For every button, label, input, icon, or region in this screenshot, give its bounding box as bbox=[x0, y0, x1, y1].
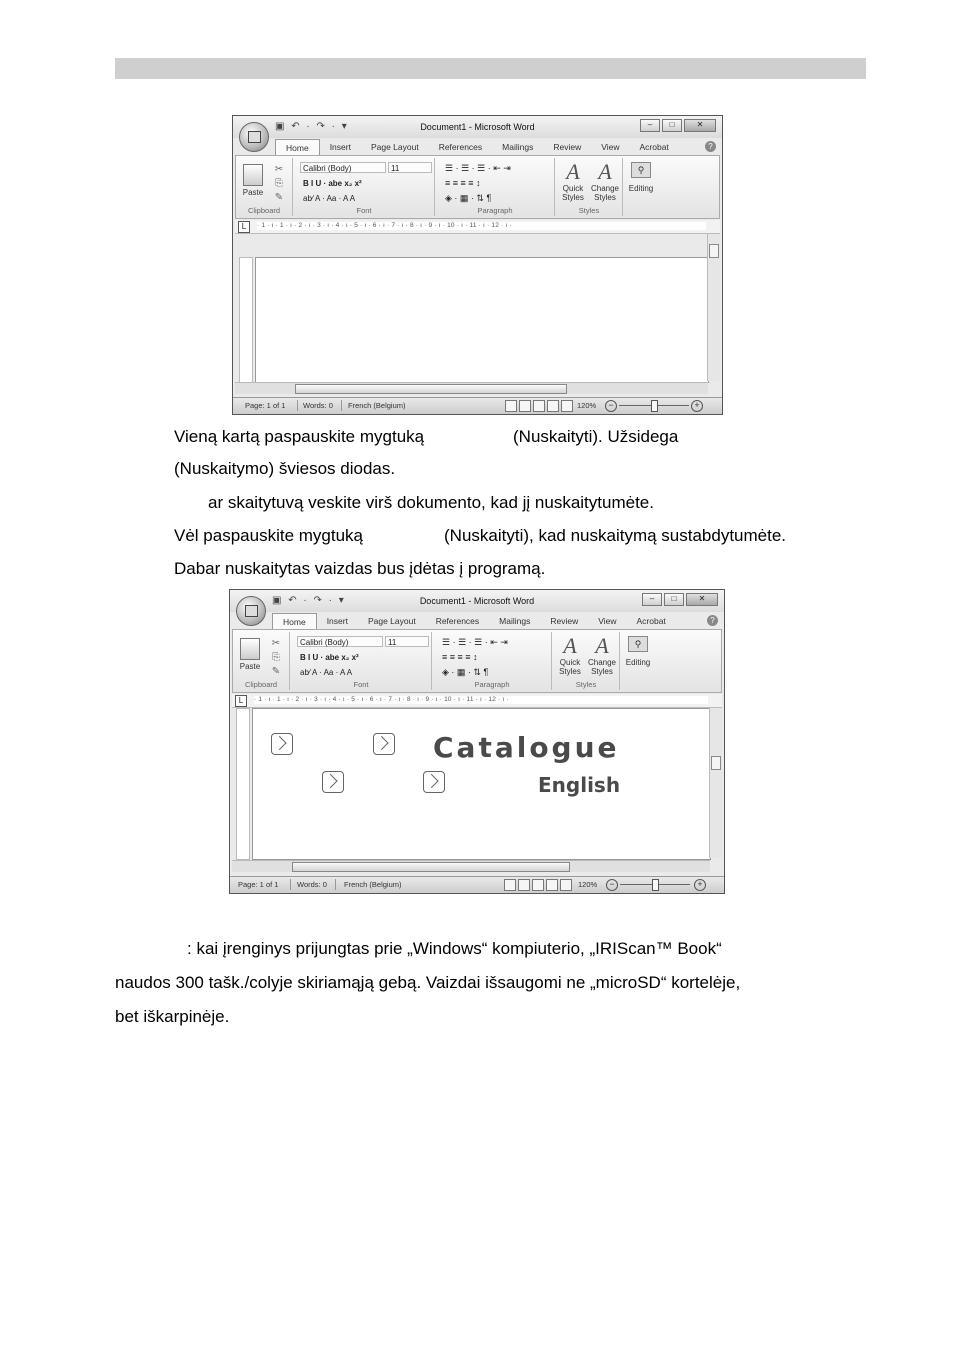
document-page[interactable] bbox=[255, 257, 709, 383]
horizontal-ruler[interactable]: · 1 · ı · 1 · ı · 2 · ı · 3 · ı · 4 · ı · 5 · ı · 6 · ı · 7 · ı · 8 · ı · 9 · ı · 10 · ı · 11 · ı · 12 · ı · bbox=[257, 222, 706, 230]
window-title: Document1 - Microsoft Word bbox=[419, 596, 535, 606]
font-size-select[interactable]: 11 bbox=[385, 636, 429, 647]
quick-styles-icon: A bbox=[563, 633, 577, 658]
list-buttons[interactable]: ☰ · ☰ · ☰ · ⇤ ⇥ bbox=[442, 637, 508, 647]
word-window-empty bbox=[232, 115, 723, 415]
group-editing bbox=[621, 632, 655, 690]
tab-references[interactable]: References bbox=[435, 616, 480, 626]
group-paragraph bbox=[433, 632, 552, 690]
full-screen-icon[interactable] bbox=[518, 879, 530, 891]
editing-button[interactable] bbox=[623, 636, 653, 667]
close-icon[interactable]: ✕ bbox=[686, 593, 718, 606]
note-line1: : kai įrenginys prijungtas prie „Windows“ kompiuterio, „IRIScan™ Book“ bbox=[187, 939, 722, 958]
tab-insert[interactable]: Insert bbox=[326, 616, 348, 626]
font-size-select[interactable]: 11 bbox=[388, 162, 432, 173]
maximize-icon[interactable]: □ bbox=[662, 119, 682, 132]
paragraph-group-label: Paragraph bbox=[477, 206, 513, 215]
zoom-level[interactable]: 120% bbox=[578, 880, 598, 889]
horizontal-ruler[interactable]: · 1 · ı · 1 · ı · 2 · ı · 3 · ı · 4 · ı · 5 · ı · 6 · ı · 7 · ı · 8 · ı · 9 · ı · 10 · ı · 11 · ı · 12 · ı · bbox=[254, 696, 708, 704]
status-sep bbox=[335, 879, 336, 890]
hscroll-thumb[interactable] bbox=[292, 862, 570, 872]
change-styles-label: Change Styles bbox=[590, 184, 620, 202]
editing-label: Editing bbox=[628, 184, 654, 193]
status-words[interactable]: Words: 0 bbox=[303, 401, 333, 410]
title-bar bbox=[230, 590, 724, 612]
status-bar bbox=[233, 397, 722, 414]
status-sep bbox=[297, 400, 298, 411]
web-layout-icon[interactable] bbox=[533, 400, 545, 412]
horizontal-scrollbar[interactable] bbox=[232, 860, 710, 872]
tab-view[interactable]: View bbox=[598, 616, 617, 626]
change-styles-icon: A bbox=[595, 633, 609, 658]
ribbon-tabs bbox=[275, 139, 722, 155]
minimize-icon[interactable]: – bbox=[642, 593, 662, 606]
paragraph-group-label: Paragraph bbox=[474, 680, 510, 689]
para4: Dabar nuskaitytas vaizdas bus įdėtas į programą. bbox=[174, 559, 546, 578]
outline-icon[interactable] bbox=[546, 879, 558, 891]
list-buttons[interactable]: ☰ · ☰ · ☰ · ⇤ ⇥ bbox=[445, 163, 511, 173]
hscroll-thumb[interactable] bbox=[295, 384, 567, 394]
draft-icon[interactable] bbox=[561, 400, 573, 412]
quick-access-toolbar[interactable]: ▣ ↶ · ↷ · ▾ bbox=[275, 121, 349, 132]
tab-review[interactable]: Review bbox=[550, 616, 579, 626]
change-styles-button[interactable] bbox=[587, 634, 617, 676]
tab-page-layout[interactable]: Page Layout bbox=[367, 616, 416, 626]
view-buttons[interactable] bbox=[504, 879, 572, 891]
tab-mailings[interactable]: Mailings bbox=[499, 616, 531, 626]
print-layout-icon[interactable] bbox=[505, 400, 517, 412]
font-name-select[interactable]: Calibri (Body) bbox=[300, 162, 386, 173]
group-paragraph bbox=[436, 158, 555, 216]
zoom-out-icon[interactable]: − bbox=[605, 400, 617, 412]
office-button[interactable] bbox=[239, 122, 269, 152]
quick-styles-icon: A bbox=[566, 159, 580, 184]
window-controls bbox=[642, 593, 718, 606]
clipboard-label: Clipboard bbox=[247, 206, 281, 215]
font-color-buttons[interactable]: ab⁄ A · Aa · A A bbox=[300, 668, 353, 677]
styles-group-label: Styles bbox=[575, 680, 597, 689]
tab-selector[interactable]: L bbox=[238, 221, 250, 233]
zoom-out-icon[interactable]: − bbox=[606, 879, 618, 891]
para2: ar skaitytuvą veskite virš dokumento, kad jį nuskaitytumėte. bbox=[208, 493, 654, 512]
tab-page-layout[interactable]: Page Layout bbox=[370, 142, 419, 152]
outline-icon[interactable] bbox=[547, 400, 559, 412]
para1-line2: (Nuskaitymo) šviesos diodas. bbox=[174, 459, 396, 478]
tab-acrobat[interactable]: Acrobat bbox=[636, 616, 666, 626]
group-font bbox=[291, 632, 432, 690]
tab-home[interactable]: Home bbox=[272, 613, 317, 629]
horizontal-scrollbar[interactable] bbox=[235, 382, 708, 394]
help-icon[interactable]: ? bbox=[705, 141, 716, 152]
shading-buttons[interactable]: ◈ · ▦ · ⇅ ¶ bbox=[445, 193, 492, 203]
align-buttons[interactable]: ≡ ≡ ≡ ≡ ↕ bbox=[445, 178, 481, 188]
print-layout-icon[interactable] bbox=[504, 879, 516, 891]
cut-copy-icons[interactable]: ✂ ⎘ ✎ bbox=[274, 164, 284, 203]
header-bar bbox=[115, 58, 866, 79]
zoom-knob[interactable] bbox=[651, 400, 658, 412]
tab-view[interactable]: View bbox=[601, 142, 620, 152]
help-icon[interactable]: ? bbox=[707, 615, 718, 626]
paste-button[interactable] bbox=[242, 164, 264, 197]
close-icon[interactable]: ✕ bbox=[684, 119, 716, 132]
tab-insert[interactable]: Insert bbox=[329, 142, 351, 152]
para3a: Vėl paspauskite mygtuką bbox=[174, 526, 363, 545]
editing-label: Editing bbox=[625, 658, 651, 667]
note-line3: bet iškarpinėje. bbox=[115, 1007, 230, 1026]
group-styles bbox=[556, 158, 623, 216]
clipboard-icon bbox=[240, 638, 260, 660]
vertical-ruler[interactable] bbox=[239, 257, 253, 383]
draft-icon[interactable] bbox=[560, 879, 572, 891]
group-clipboard bbox=[236, 158, 293, 216]
quick-styles-button[interactable] bbox=[555, 634, 585, 676]
note-line2: naudos 300 tašk./colyje skiriamąją gebą. Vaizdai išsaugomi ne „microSD“ kortelėje, bbox=[115, 973, 741, 992]
chevron-icon bbox=[423, 771, 445, 793]
tab-acrobat[interactable]: Acrobat bbox=[639, 142, 669, 152]
cut-copy-icons[interactable]: ✂ ⎘ ✎ bbox=[271, 638, 281, 677]
binoculars-icon: ⚲ bbox=[628, 636, 648, 652]
zoom-knob[interactable] bbox=[652, 879, 659, 891]
para1-line1a: Vieną kartą paspauskite mygtuką bbox=[174, 427, 425, 446]
clipboard-icon bbox=[243, 164, 263, 186]
group-font bbox=[294, 158, 435, 216]
window-controls bbox=[640, 119, 716, 132]
group-editing bbox=[624, 158, 658, 216]
binoculars-icon: ⚲ bbox=[631, 162, 651, 178]
vertical-scrollbar[interactable] bbox=[707, 234, 720, 381]
font-name-select[interactable]: Calibri (Body) bbox=[297, 636, 383, 647]
scroll-thumb[interactable] bbox=[709, 244, 719, 258]
web-layout-icon[interactable] bbox=[532, 879, 544, 891]
status-words[interactable]: Words: 0 bbox=[297, 880, 327, 889]
ribbon-tabs bbox=[272, 613, 724, 629]
paste-label: Paste bbox=[239, 662, 261, 671]
tab-selector[interactable]: L bbox=[235, 695, 247, 707]
scanned-subtitle: English bbox=[538, 773, 621, 797]
word-window-scanned bbox=[229, 589, 725, 894]
font-group-label: Font bbox=[353, 680, 369, 689]
office-button[interactable] bbox=[236, 596, 266, 626]
status-sep bbox=[341, 400, 342, 411]
font-color-buttons[interactable]: ab⁄ A · Aa · A A bbox=[303, 194, 356, 203]
window-title: Document1 - Microsoft Word bbox=[420, 122, 535, 132]
full-screen-icon[interactable] bbox=[519, 400, 531, 412]
change-styles-button[interactable] bbox=[590, 160, 620, 202]
status-sep bbox=[290, 879, 291, 890]
change-styles-label: Change Styles bbox=[587, 658, 617, 676]
ribbon bbox=[235, 155, 720, 219]
minimize-icon[interactable]: – bbox=[640, 119, 660, 132]
status-bar bbox=[230, 876, 724, 893]
styles-group-label: Styles bbox=[578, 206, 600, 215]
tab-home[interactable]: Home bbox=[275, 139, 320, 155]
status-language[interactable]: French (Belgium) bbox=[348, 401, 406, 410]
ribbon bbox=[232, 629, 722, 693]
paste-label: Paste bbox=[242, 188, 264, 197]
shading-buttons[interactable]: ◈ · ▦ · ⇅ ¶ bbox=[442, 667, 489, 677]
align-buttons[interactable]: ≡ ≡ ≡ ≡ ↕ bbox=[442, 652, 478, 662]
quick-styles-label: Quick Styles bbox=[559, 658, 581, 676]
tab-references[interactable]: References bbox=[438, 142, 483, 152]
tab-mailings[interactable]: Mailings bbox=[502, 142, 534, 152]
para1-line1b: (Nuskaityti). Užsidega bbox=[513, 427, 679, 446]
change-styles-icon: A bbox=[598, 159, 612, 184]
quick-styles-label: Quick Styles bbox=[562, 184, 584, 202]
vertical-scrollbar[interactable] bbox=[709, 708, 722, 858]
status-page[interactable]: Page: 1 of 1 bbox=[238, 880, 279, 889]
format-buttons[interactable]: B I U · abe x₂ x² bbox=[300, 653, 359, 662]
ruler-row bbox=[232, 694, 722, 708]
scanned-title: Catalogue bbox=[433, 731, 620, 764]
zoom-in-icon[interactable]: + bbox=[691, 400, 703, 412]
quick-styles-button[interactable] bbox=[558, 160, 588, 202]
chevron-icon bbox=[322, 771, 344, 793]
format-buttons[interactable]: B I U · abe x₂ x² bbox=[303, 179, 362, 188]
document-page[interactable] bbox=[252, 708, 711, 860]
zoom-in-icon[interactable]: + bbox=[694, 879, 706, 891]
ruler-row bbox=[235, 220, 720, 234]
status-language[interactable]: French (Belgium) bbox=[344, 880, 402, 889]
maximize-icon[interactable]: □ bbox=[664, 593, 684, 606]
chevron-icon bbox=[373, 733, 395, 755]
clipboard-label: Clipboard bbox=[244, 680, 278, 689]
quick-access-toolbar[interactable]: ▣ ↶ · ↷ · ▾ bbox=[272, 595, 346, 606]
group-styles bbox=[553, 632, 620, 690]
zoom-level[interactable]: 120% bbox=[577, 401, 597, 410]
view-buttons[interactable] bbox=[505, 400, 573, 412]
editing-button[interactable] bbox=[626, 162, 656, 193]
para3b: (Nuskaityti), kad nuskaitymą sustabdytumėte. bbox=[444, 526, 787, 545]
paste-button[interactable] bbox=[239, 638, 261, 671]
chevron-icon bbox=[271, 733, 293, 755]
font-group-label: Font bbox=[356, 206, 372, 215]
scroll-thumb[interactable] bbox=[711, 756, 721, 770]
group-clipboard bbox=[233, 632, 290, 690]
vertical-ruler[interactable] bbox=[236, 708, 250, 860]
status-page[interactable]: Page: 1 of 1 bbox=[245, 401, 286, 410]
title-bar bbox=[233, 116, 722, 138]
tab-review[interactable]: Review bbox=[553, 142, 582, 152]
